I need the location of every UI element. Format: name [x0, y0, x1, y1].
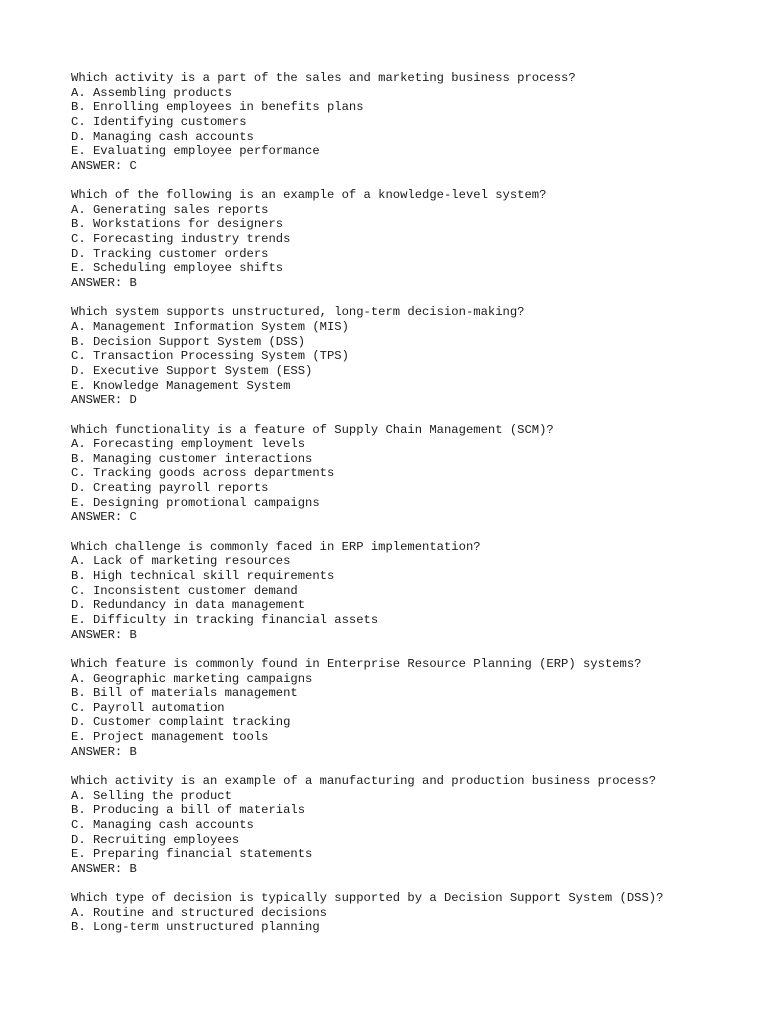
- answer-option: A. Routine and structured decisions: [71, 905, 327, 920]
- question-block: [71, 188, 751, 290]
- answer-option: A. Assembling products: [71, 85, 232, 100]
- answer-key: ANSWER: B: [71, 276, 137, 291]
- question-prompt: Which system supports unstructured, long-term decision-making?: [71, 305, 525, 320]
- answer-option: D. Executive Support System (ESS): [71, 363, 313, 378]
- answer-key: ANSWER: C: [71, 510, 137, 525]
- question-block: [71, 71, 751, 173]
- answer-option: E. Knowledge Management System: [71, 378, 291, 393]
- answer-option: A. Management Information System (MIS): [71, 319, 349, 334]
- answer-option: C. Tracking goods across departments: [71, 466, 335, 481]
- answer-key: ANSWER: B: [71, 627, 137, 642]
- answer-key: ANSWER: B: [71, 744, 137, 759]
- question-block: [71, 657, 751, 759]
- answer-option: A. Selling the product: [71, 788, 232, 803]
- answer-option: C. Transaction Processing System (TPS): [71, 349, 349, 364]
- question-block: [71, 891, 751, 935]
- answer-option: B. Workstations for designers: [71, 217, 284, 232]
- question-prompt: Which feature is commonly found in Enterprise Resource Planning (ERP) systems?: [71, 656, 642, 671]
- question-block: [71, 305, 751, 407]
- answer-option: A. Lack of marketing resources: [71, 554, 291, 569]
- question-prompt: Which type of decision is typically supported by a Decision Support System (DSS)?: [71, 891, 664, 906]
- question-prompt: Which of the following is an example of a knowledge-level system?: [71, 188, 547, 203]
- question-prompt: Which activity is an example of a manufacturing and production business process?: [71, 774, 657, 789]
- answer-key: ANSWER: C: [71, 158, 137, 173]
- answer-key: ANSWER: D: [71, 393, 137, 408]
- answer-key: ANSWER: B: [71, 861, 137, 876]
- answer-option: C. Payroll automation: [71, 700, 225, 715]
- answer-option: D. Recruiting employees: [71, 832, 240, 847]
- answer-option: D. Creating payroll reports: [71, 481, 269, 496]
- answer-option: B. High technical skill requirements: [71, 568, 335, 583]
- answer-option: E. Project management tools: [71, 730, 269, 745]
- answer-option: A. Forecasting employment levels: [71, 437, 306, 452]
- answer-option: B. Producing a bill of materials: [71, 803, 306, 818]
- answer-option: C. Forecasting industry trends: [71, 232, 291, 247]
- answer-option: E. Preparing financial statements: [71, 847, 313, 862]
- answer-option: E. Designing promotional campaigns: [71, 495, 320, 510]
- document-page: [71, 71, 751, 950]
- answer-option: E. Difficulty in tracking financial assets: [71, 612, 379, 627]
- answer-option: C. Inconsistent customer demand: [71, 583, 298, 598]
- question-block: [71, 540, 751, 642]
- answer-option: D. Redundancy in data management: [71, 598, 306, 613]
- answer-option: D. Tracking customer orders: [71, 246, 269, 261]
- answer-option: D. Managing cash accounts: [71, 129, 254, 144]
- answer-option: A. Generating sales reports: [71, 202, 269, 217]
- answer-option: B. Long-term unstructured planning: [71, 920, 320, 935]
- answer-option: B. Decision Support System (DSS): [71, 334, 306, 349]
- answer-option: B. Managing customer interactions: [71, 451, 313, 466]
- answer-option: B. Enrolling employees in benefits plans: [71, 100, 364, 115]
- answer-option: C. Managing cash accounts: [71, 817, 254, 832]
- question-block: [71, 774, 751, 876]
- answer-option: A. Geographic marketing campaigns: [71, 671, 313, 686]
- question-block: [71, 423, 751, 525]
- question-prompt: Which functionality is a feature of Supply Chain Management (SCM)?: [71, 422, 554, 437]
- question-prompt: Which activity is a part of the sales and marketing business process?: [71, 71, 576, 85]
- answer-option: E. Evaluating employee performance: [71, 144, 320, 159]
- answer-option: C. Identifying customers: [71, 114, 247, 129]
- answer-option: D. Customer complaint tracking: [71, 715, 291, 730]
- answer-option: B. Bill of materials management: [71, 686, 298, 701]
- question-prompt: Which challenge is commonly faced in ERP implementation?: [71, 539, 481, 554]
- answer-option: E. Scheduling employee shifts: [71, 261, 284, 276]
